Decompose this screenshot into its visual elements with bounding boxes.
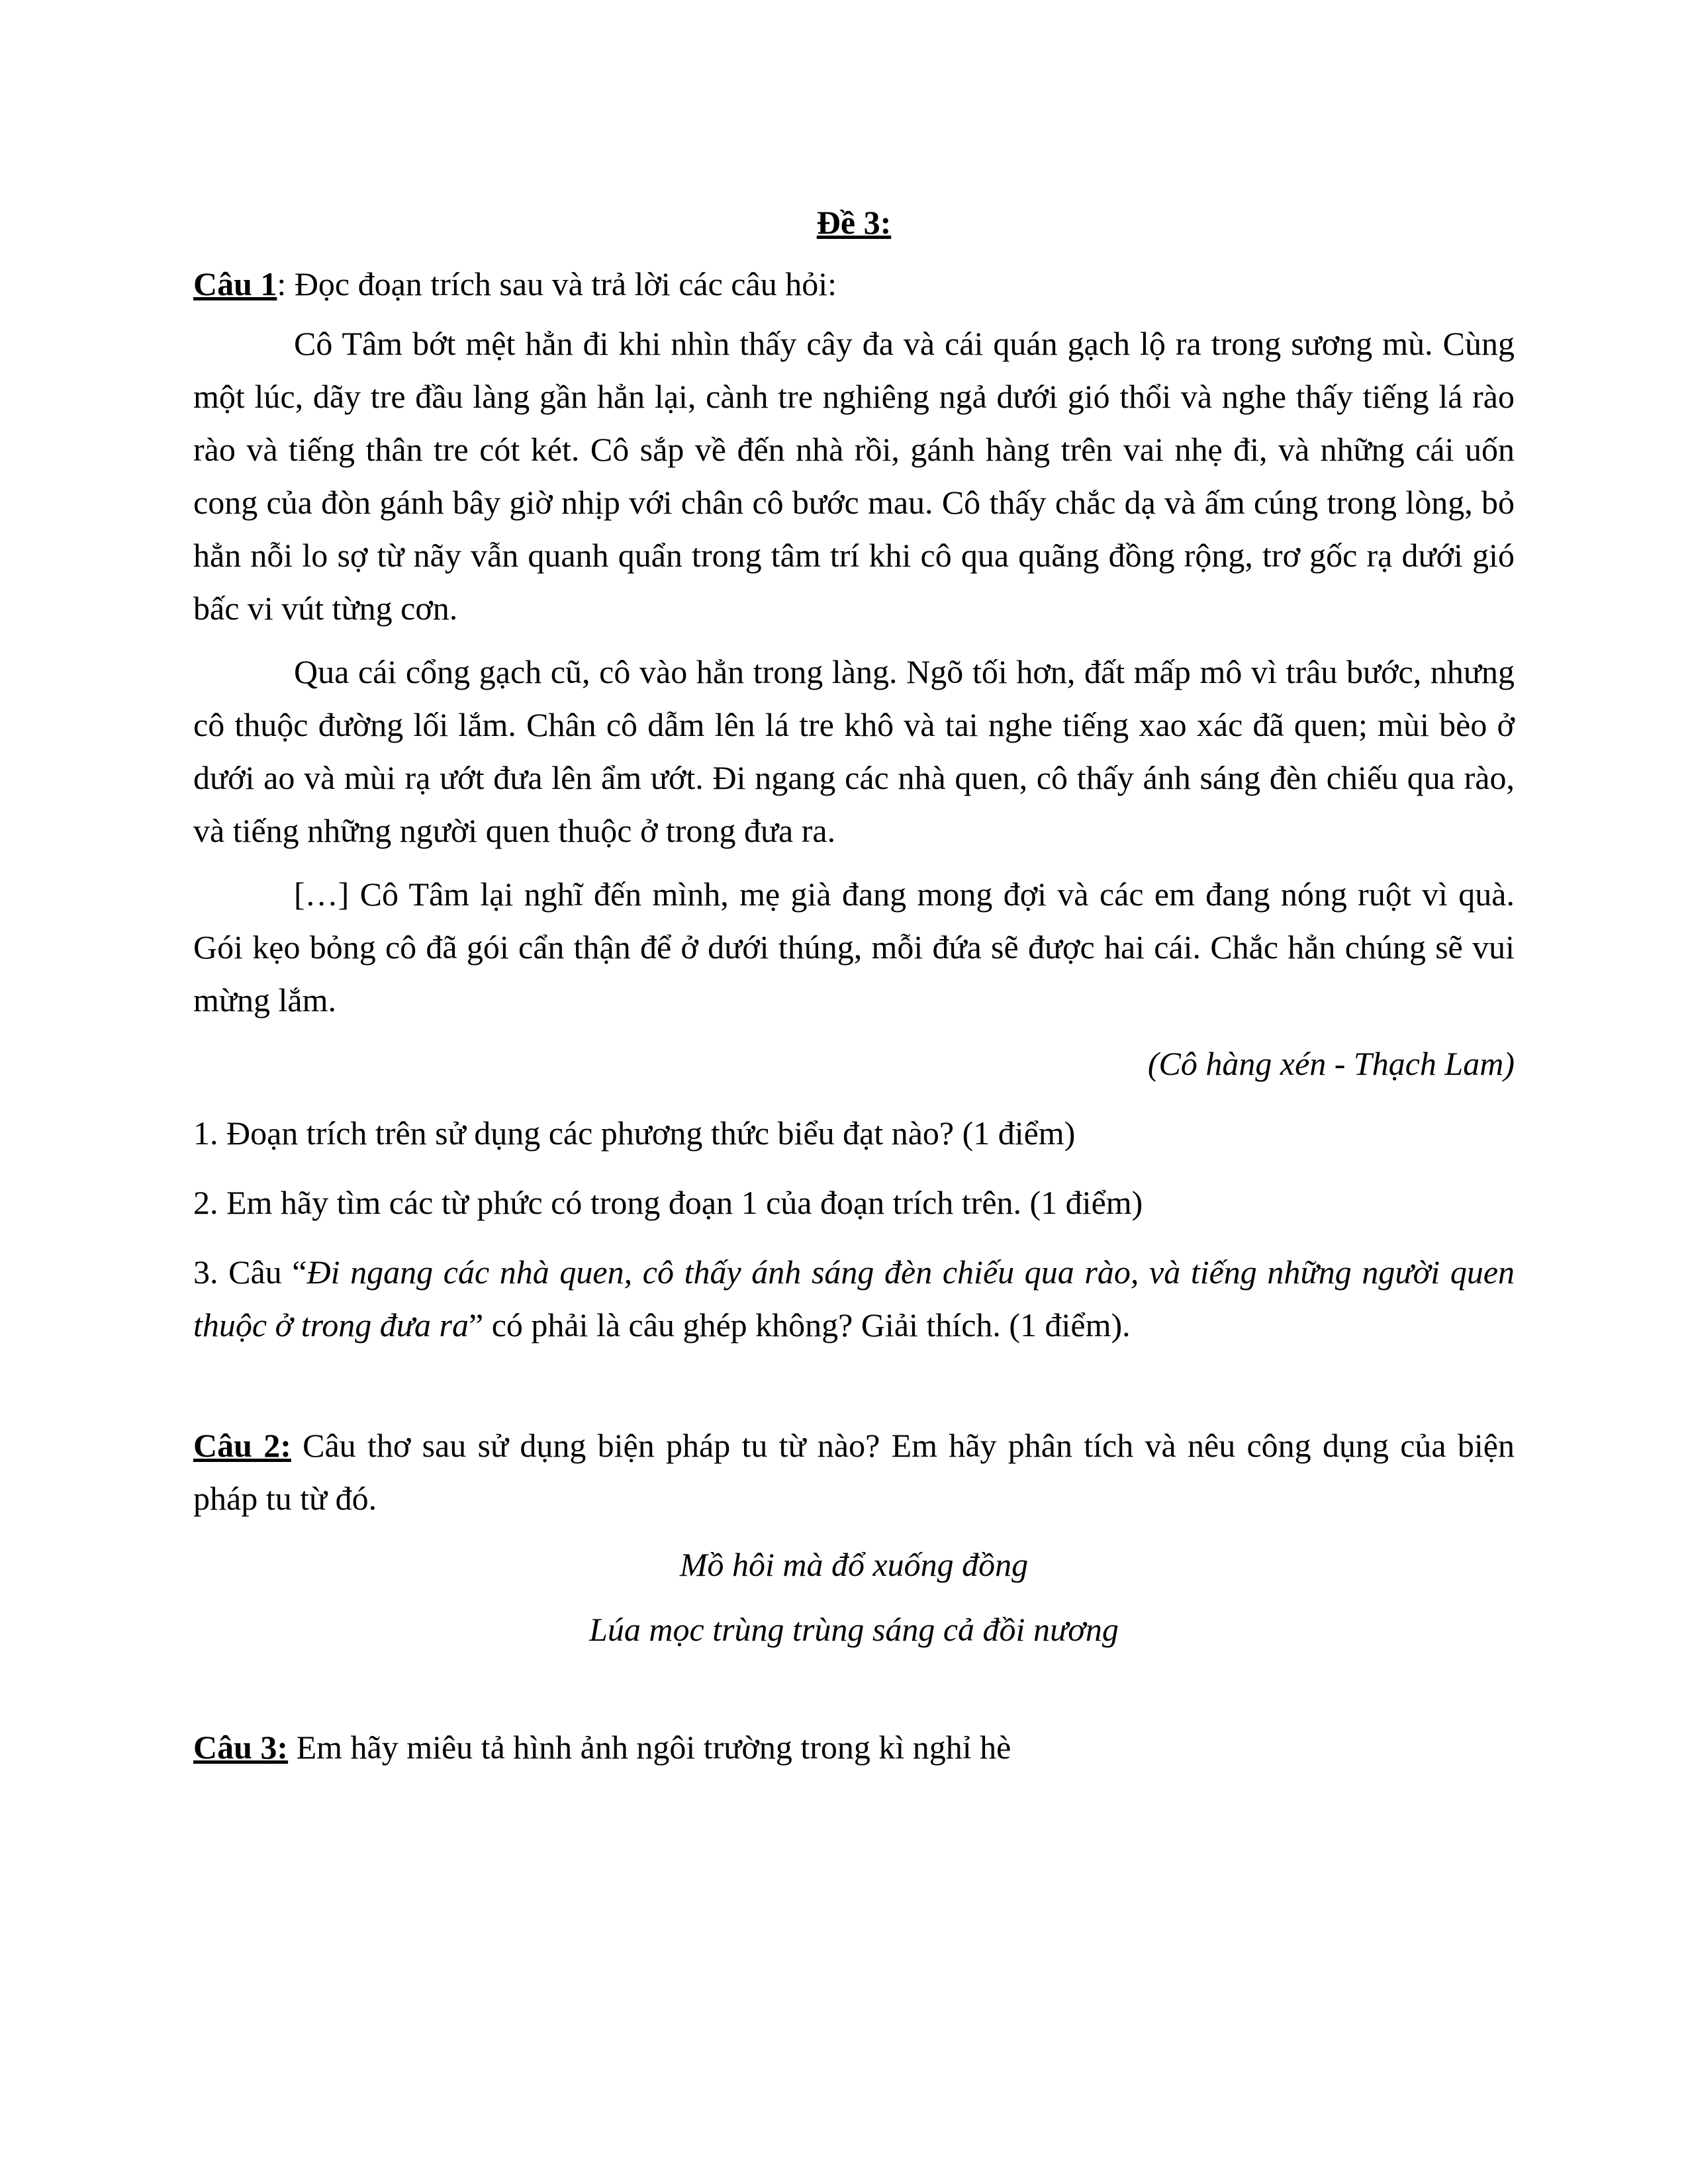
cau2-heading: [193, 1419, 1515, 1525]
poem-line-2: Lúa mọc trùng trùng sáng cả đồi nương: [589, 1611, 1119, 1648]
cau2-prompt: Câu thơ sau sử dụng biện pháp tu từ nào? Em hãy phân tích và nêu công dụng của biện pháp tu từ đó.: [193, 1427, 1515, 1517]
cau1-question-3: [193, 1246, 1515, 1351]
page-title: Đề 3:: [816, 204, 892, 241]
passage-paragraph-3: […] Cô Tâm lại nghĩ đến mình, mẹ già đang mong đợi và các em đang nóng ruột vì quà. Gói kẹo bỏng cô đã gói cẩn thận để ở dưới thúng, mỗi đứa sẽ được hai cái. Chắc hẳn chúng sẽ vui mừng lắm.: [193, 876, 1515, 1019]
q3-prefix: 3. Câu “: [193, 1253, 307, 1291]
q3-suffix: ” có phải là câu ghép không? Giải thích. (1 điểm).: [469, 1306, 1131, 1343]
document-content: [193, 196, 1515, 1774]
cau3-prompt: Em hãy miêu tả hình ảnh ngôi trường trong kì nghỉ hè: [288, 1729, 1011, 1766]
passage-paragraph-2: Qua cái cổng gạch cũ, cô vào hẳn trong làng. Ngõ tối hơn, đất mấp mô vì trâu bước, nhưng cô thuộc đường lối lắm. Chân cô dẫm lên lá tre khô và tai nghe tiếng xao xác đã quen; mùi bèo ở dưới ao và mùi rạ ướt đưa lên ẩm ướt. Đi ngang các nhà quen, cô thấy ánh sáng đèn chiếu qua rào, và tiếng những người quen thuộc ở trong đưa ra.: [193, 653, 1515, 849]
poem: [193, 1538, 1515, 1656]
cau1-question-1: 1. Đoạn trích trên sử dụng các phương thức biểu đạt nào? (1 điểm): [193, 1115, 1076, 1152]
cau1-label: Câu 1: [193, 265, 277, 302]
cau1-heading: [193, 257, 1515, 310]
passage-source: (Cô hàng xén - Thạch Lam): [1147, 1045, 1515, 1082]
passage-paragraph-1: Cô Tâm bớt mệt hẳn đi khi nhìn thấy cây đa và cái quán gạch lộ ra trong sương mù. Cùng một lúc, dãy tre đầu làng gần hẳn lại, cành tre nghiêng ngả dưới gió thổi và nghe thấy tiếng lá rào rào và tiếng thân tre cót két. Cô sắp về đến nhà rồi, gánh hàng trên vai nhẹ đi, và những cái uốn cong của đòn gánh bây giờ nhịp với chân cô bước mau. Cô thấy chắc dạ và ấm cúng trong lòng, bỏ hẳn nỗi lo sợ từ nãy vẫn quanh quẩn trong tâm trí khi cô qua quãng đồng rộng, trơ gốc rạ dưới gió bấc vi vút từng cơn.: [193, 325, 1515, 627]
cau3-heading: [193, 1721, 1515, 1774]
q3-quoted-sentence: Đi ngang các nhà quen, cô thấy ánh sáng đèn chiếu qua rào, và tiếng những người quen thuộc ở trong đưa ra: [193, 1253, 1515, 1343]
cau3-label: Câu 3:: [193, 1729, 289, 1766]
poem-line-1: Mồ hôi mà đổ xuống đồng: [679, 1546, 1029, 1583]
cau1-prompt: : Đọc đoạn trích sau và trả lời các câu hỏi:: [277, 265, 837, 302]
cau2-label: Câu 2:: [193, 1427, 291, 1464]
cau1-question-2: 2. Em hãy tìm các từ phức có trong đoạn 1 của đoạn trích trên. (1 điểm): [193, 1184, 1143, 1221]
